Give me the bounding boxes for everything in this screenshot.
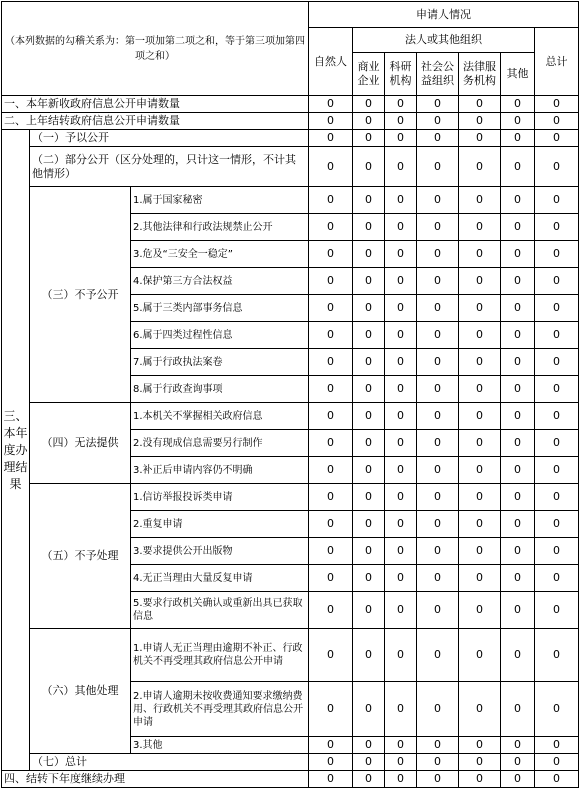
value-cell: 0 [309,214,353,241]
value-cell: 0 [459,484,501,511]
value-cell: 0 [353,629,385,682]
value-cell: 0 [417,241,459,268]
table-row [2,147,579,187]
value-cell: 0 [385,96,417,113]
value-cell: 0 [309,96,353,113]
value-cell: 0 [353,538,385,565]
value-cell: 0 [417,214,459,241]
value-cell: 0 [535,771,579,788]
value-cell: 0 [535,376,579,403]
table-row [2,113,579,130]
value-cell: 0 [535,538,579,565]
value-cell: 0 [417,565,459,592]
item-label: 5.要求行政机关确认或重新出具已获取信息 [131,592,309,629]
value-cell: 0 [459,430,501,457]
table-row [2,96,579,113]
value-cell: 0 [309,457,353,484]
value-cell: 0 [353,322,385,349]
value-cell: 0 [385,322,417,349]
value-cell: 0 [309,268,353,295]
value-cell: 0 [417,130,459,147]
value-cell: 0 [309,511,353,538]
value-cell: 0 [417,96,459,113]
value-cell: 0 [535,113,579,130]
value-cell: 0 [535,349,579,376]
value-cell: 0 [309,295,353,322]
value-cell: 0 [459,214,501,241]
value-cell: 0 [309,241,353,268]
value-cell: 0 [417,113,459,130]
value-cell: 0 [309,592,353,629]
value-cell: 0 [417,771,459,788]
value-cell: 0 [385,771,417,788]
value-cell: 0 [459,565,501,592]
value-cell: 0 [501,113,535,130]
item-label: 3.危及“三安全一稳定” [131,241,309,268]
value-cell: 0 [353,430,385,457]
value-cell: 0 [417,295,459,322]
value-cell: 0 [309,187,353,214]
value-cell: 0 [501,96,535,113]
value-cell: 0 [417,349,459,376]
value-cell: 0 [353,565,385,592]
value-cell: 0 [385,484,417,511]
header-other: 其他 [501,53,535,96]
value-cell: 0 [417,737,459,754]
row-label: （二）部分公开（区分处理的，只计这一情形，不计其他情形） [30,147,309,187]
value-cell: 0 [353,214,385,241]
value-cell: 0 [309,113,353,130]
row-label: 二、上年结转政府信息公开申请数量 [2,113,309,130]
value-cell: 0 [535,754,579,771]
value-cell: 0 [459,511,501,538]
value-cell: 0 [353,268,385,295]
value-cell: 0 [501,241,535,268]
value-cell: 0 [535,187,579,214]
value-cell: 0 [309,349,353,376]
value-cell: 0 [385,565,417,592]
value-cell: 0 [459,187,501,214]
value-cell: 0 [385,376,417,403]
item-label: 4.保护第三方合法权益 [131,268,309,295]
value-cell: 0 [459,538,501,565]
value-cell: 0 [353,682,385,737]
value-cell: 0 [535,130,579,147]
value-cell: 0 [535,96,579,113]
value-cell: 0 [459,771,501,788]
value-cell: 0 [353,592,385,629]
value-cell: 0 [501,457,535,484]
value-cell: 0 [309,147,353,187]
section-3-label: 三、本年度办理结果 [2,130,30,771]
value-cell: 0 [353,457,385,484]
value-cell: 0 [309,376,353,403]
header-research: 科研机构 [385,53,417,96]
header-commercial: 商业企业 [353,53,385,96]
value-cell: 0 [417,538,459,565]
value-cell: 0 [459,349,501,376]
value-cell: 0 [309,771,353,788]
value-cell: 0 [501,592,535,629]
header-total: 总计 [535,28,579,96]
value-cell: 0 [535,511,579,538]
value-cell: 0 [459,96,501,113]
value-cell: 0 [417,457,459,484]
value-cell: 0 [353,511,385,538]
value-cell: 0 [417,629,459,682]
item-label: 7.属于行政执法案卷 [131,349,309,376]
value-cell: 0 [535,737,579,754]
value-cell: 0 [309,430,353,457]
value-cell: 0 [385,538,417,565]
item-label: 2.重复申请 [131,511,309,538]
value-cell: 0 [353,130,385,147]
value-cell: 0 [535,592,579,629]
value-cell: 0 [353,96,385,113]
value-cell: 0 [309,565,353,592]
value-cell: 0 [417,592,459,629]
value-cell: 0 [459,403,501,430]
value-cell: 0 [417,511,459,538]
item-label: 1.属于国家秘密 [131,187,309,214]
value-cell: 0 [501,484,535,511]
value-cell: 0 [501,737,535,754]
value-cell: 0 [459,737,501,754]
value-cell: 0 [535,295,579,322]
value-cell: 0 [353,484,385,511]
value-cell: 0 [417,187,459,214]
value-cell: 0 [309,737,353,754]
value-cell: 0 [535,682,579,737]
item-label: 2.申请人逾期未按收费通知要求缴纳费用、行政机关不再受理其政府信息公开申请 [131,682,309,737]
value-cell: 0 [501,130,535,147]
value-cell: 0 [309,682,353,737]
value-cell: 0 [417,268,459,295]
row-label: 四、结转下年度继续办理 [2,771,309,788]
value-cell: 0 [385,268,417,295]
value-cell: 0 [501,147,535,187]
value-cell: 0 [385,511,417,538]
value-cell: 0 [385,737,417,754]
row-label: （七）总计 [30,754,309,771]
value-cell: 0 [459,268,501,295]
value-cell: 0 [353,376,385,403]
value-cell: 0 [353,771,385,788]
item-label: 4.无正当理由大量反复申请 [131,565,309,592]
value-cell: 0 [501,376,535,403]
value-cell: 0 [385,349,417,376]
value-cell: 0 [459,113,501,130]
value-cell: 0 [535,629,579,682]
value-cell: 0 [309,130,353,147]
row-label: （一）予以公开 [30,130,309,147]
value-cell: 0 [459,241,501,268]
header-law: 法律服务机构 [459,53,501,96]
value-cell: 0 [501,430,535,457]
value-cell: 0 [353,349,385,376]
value-cell: 0 [459,295,501,322]
value-cell: 0 [535,322,579,349]
value-cell: 0 [501,214,535,241]
value-cell: 0 [385,403,417,430]
item-label: 6.属于四类过程性信息 [131,322,309,349]
value-cell: 0 [385,187,417,214]
value-cell: 0 [501,511,535,538]
value-cell: 0 [459,376,501,403]
value-cell: 0 [535,241,579,268]
value-cell: 0 [535,403,579,430]
group-label: （四）无法提供 [30,403,131,484]
value-cell: 0 [459,147,501,187]
value-cell: 0 [501,754,535,771]
gov-info-disclosure-table [1,1,579,788]
value-cell: 0 [417,147,459,187]
value-cell: 0 [459,130,501,147]
header-note: （本列数据的勾稽关系为：第一项加第二项之和，等于第三项加第四项之和） [2,2,309,96]
value-cell: 0 [309,629,353,682]
value-cell: 0 [385,130,417,147]
value-cell: 0 [459,682,501,737]
value-cell: 0 [353,113,385,130]
value-cell: 0 [417,322,459,349]
value-cell: 0 [535,430,579,457]
value-cell: 0 [353,754,385,771]
value-cell: 0 [309,322,353,349]
group-label: （三）不予公开 [30,187,131,403]
item-label: 1.本机关不掌握相关政府信息 [131,403,309,430]
table-row [2,403,579,430]
value-cell: 0 [417,682,459,737]
value-cell: 0 [309,484,353,511]
value-cell: 0 [501,349,535,376]
header-social: 社会公益组织 [417,53,459,96]
group-label: （五）不予处理 [30,484,131,629]
value-cell: 0 [417,403,459,430]
value-cell: 0 [459,629,501,682]
value-cell: 0 [501,187,535,214]
value-cell: 0 [353,147,385,187]
value-cell: 0 [501,771,535,788]
value-cell: 0 [459,322,501,349]
value-cell: 0 [309,754,353,771]
item-label: 5.属于三类内部事务信息 [131,295,309,322]
value-cell: 0 [535,565,579,592]
value-cell: 0 [353,187,385,214]
value-cell: 0 [385,592,417,629]
value-cell: 0 [385,241,417,268]
group-label: （六）其他处理 [30,629,131,754]
table-row [2,771,579,788]
header-legal-entity: 法人或其他组织 [353,28,535,53]
item-label: 3.补正后申请内容仍不明确 [131,457,309,484]
value-cell: 0 [501,682,535,737]
value-cell: 0 [353,403,385,430]
value-cell: 0 [385,214,417,241]
item-label: 8.属于行政查询事项 [131,376,309,403]
value-cell: 0 [385,629,417,682]
value-cell: 0 [535,147,579,187]
row-label: 一、本年新收政府信息公开申请数量 [2,96,309,113]
value-cell: 0 [417,484,459,511]
value-cell: 0 [385,147,417,187]
value-cell: 0 [385,113,417,130]
value-cell: 0 [353,737,385,754]
table-row [2,187,579,214]
value-cell: 0 [417,430,459,457]
value-cell: 0 [309,538,353,565]
value-cell: 0 [501,295,535,322]
value-cell: 0 [385,682,417,737]
item-label: 3.其他 [131,737,309,754]
value-cell: 0 [535,268,579,295]
value-cell: 0 [535,457,579,484]
value-cell: 0 [353,241,385,268]
value-cell: 0 [385,430,417,457]
value-cell: 0 [535,484,579,511]
value-cell: 0 [501,565,535,592]
table-row [2,629,579,682]
table-row [2,754,579,771]
item-label: 2.没有现成信息需要另行制作 [131,430,309,457]
item-label: 1.申请人无正当理由逾期不补正、行政机关不再受理其政府信息公开申请 [131,629,309,682]
value-cell: 0 [501,538,535,565]
value-cell: 0 [385,754,417,771]
value-cell: 0 [385,295,417,322]
header-natural-person: 自然人 [309,28,353,96]
value-cell: 0 [385,457,417,484]
value-cell: 0 [417,754,459,771]
value-cell: 0 [459,592,501,629]
value-cell: 0 [501,403,535,430]
table-row [2,130,579,147]
item-label: 2.其他法律和行政法规禁止公开 [131,214,309,241]
value-cell: 0 [459,457,501,484]
value-cell: 0 [459,754,501,771]
value-cell: 0 [417,376,459,403]
value-cell: 0 [501,629,535,682]
value-cell: 0 [501,322,535,349]
value-cell: 0 [309,403,353,430]
item-label: 3.要求提供公开出版物 [131,538,309,565]
header-applicant: 申请人情况 [309,2,579,28]
table-row [2,484,579,511]
item-label: 1.信访举报投诉类申请 [131,484,309,511]
value-cell: 0 [353,295,385,322]
value-cell: 0 [501,268,535,295]
value-cell: 0 [535,214,579,241]
